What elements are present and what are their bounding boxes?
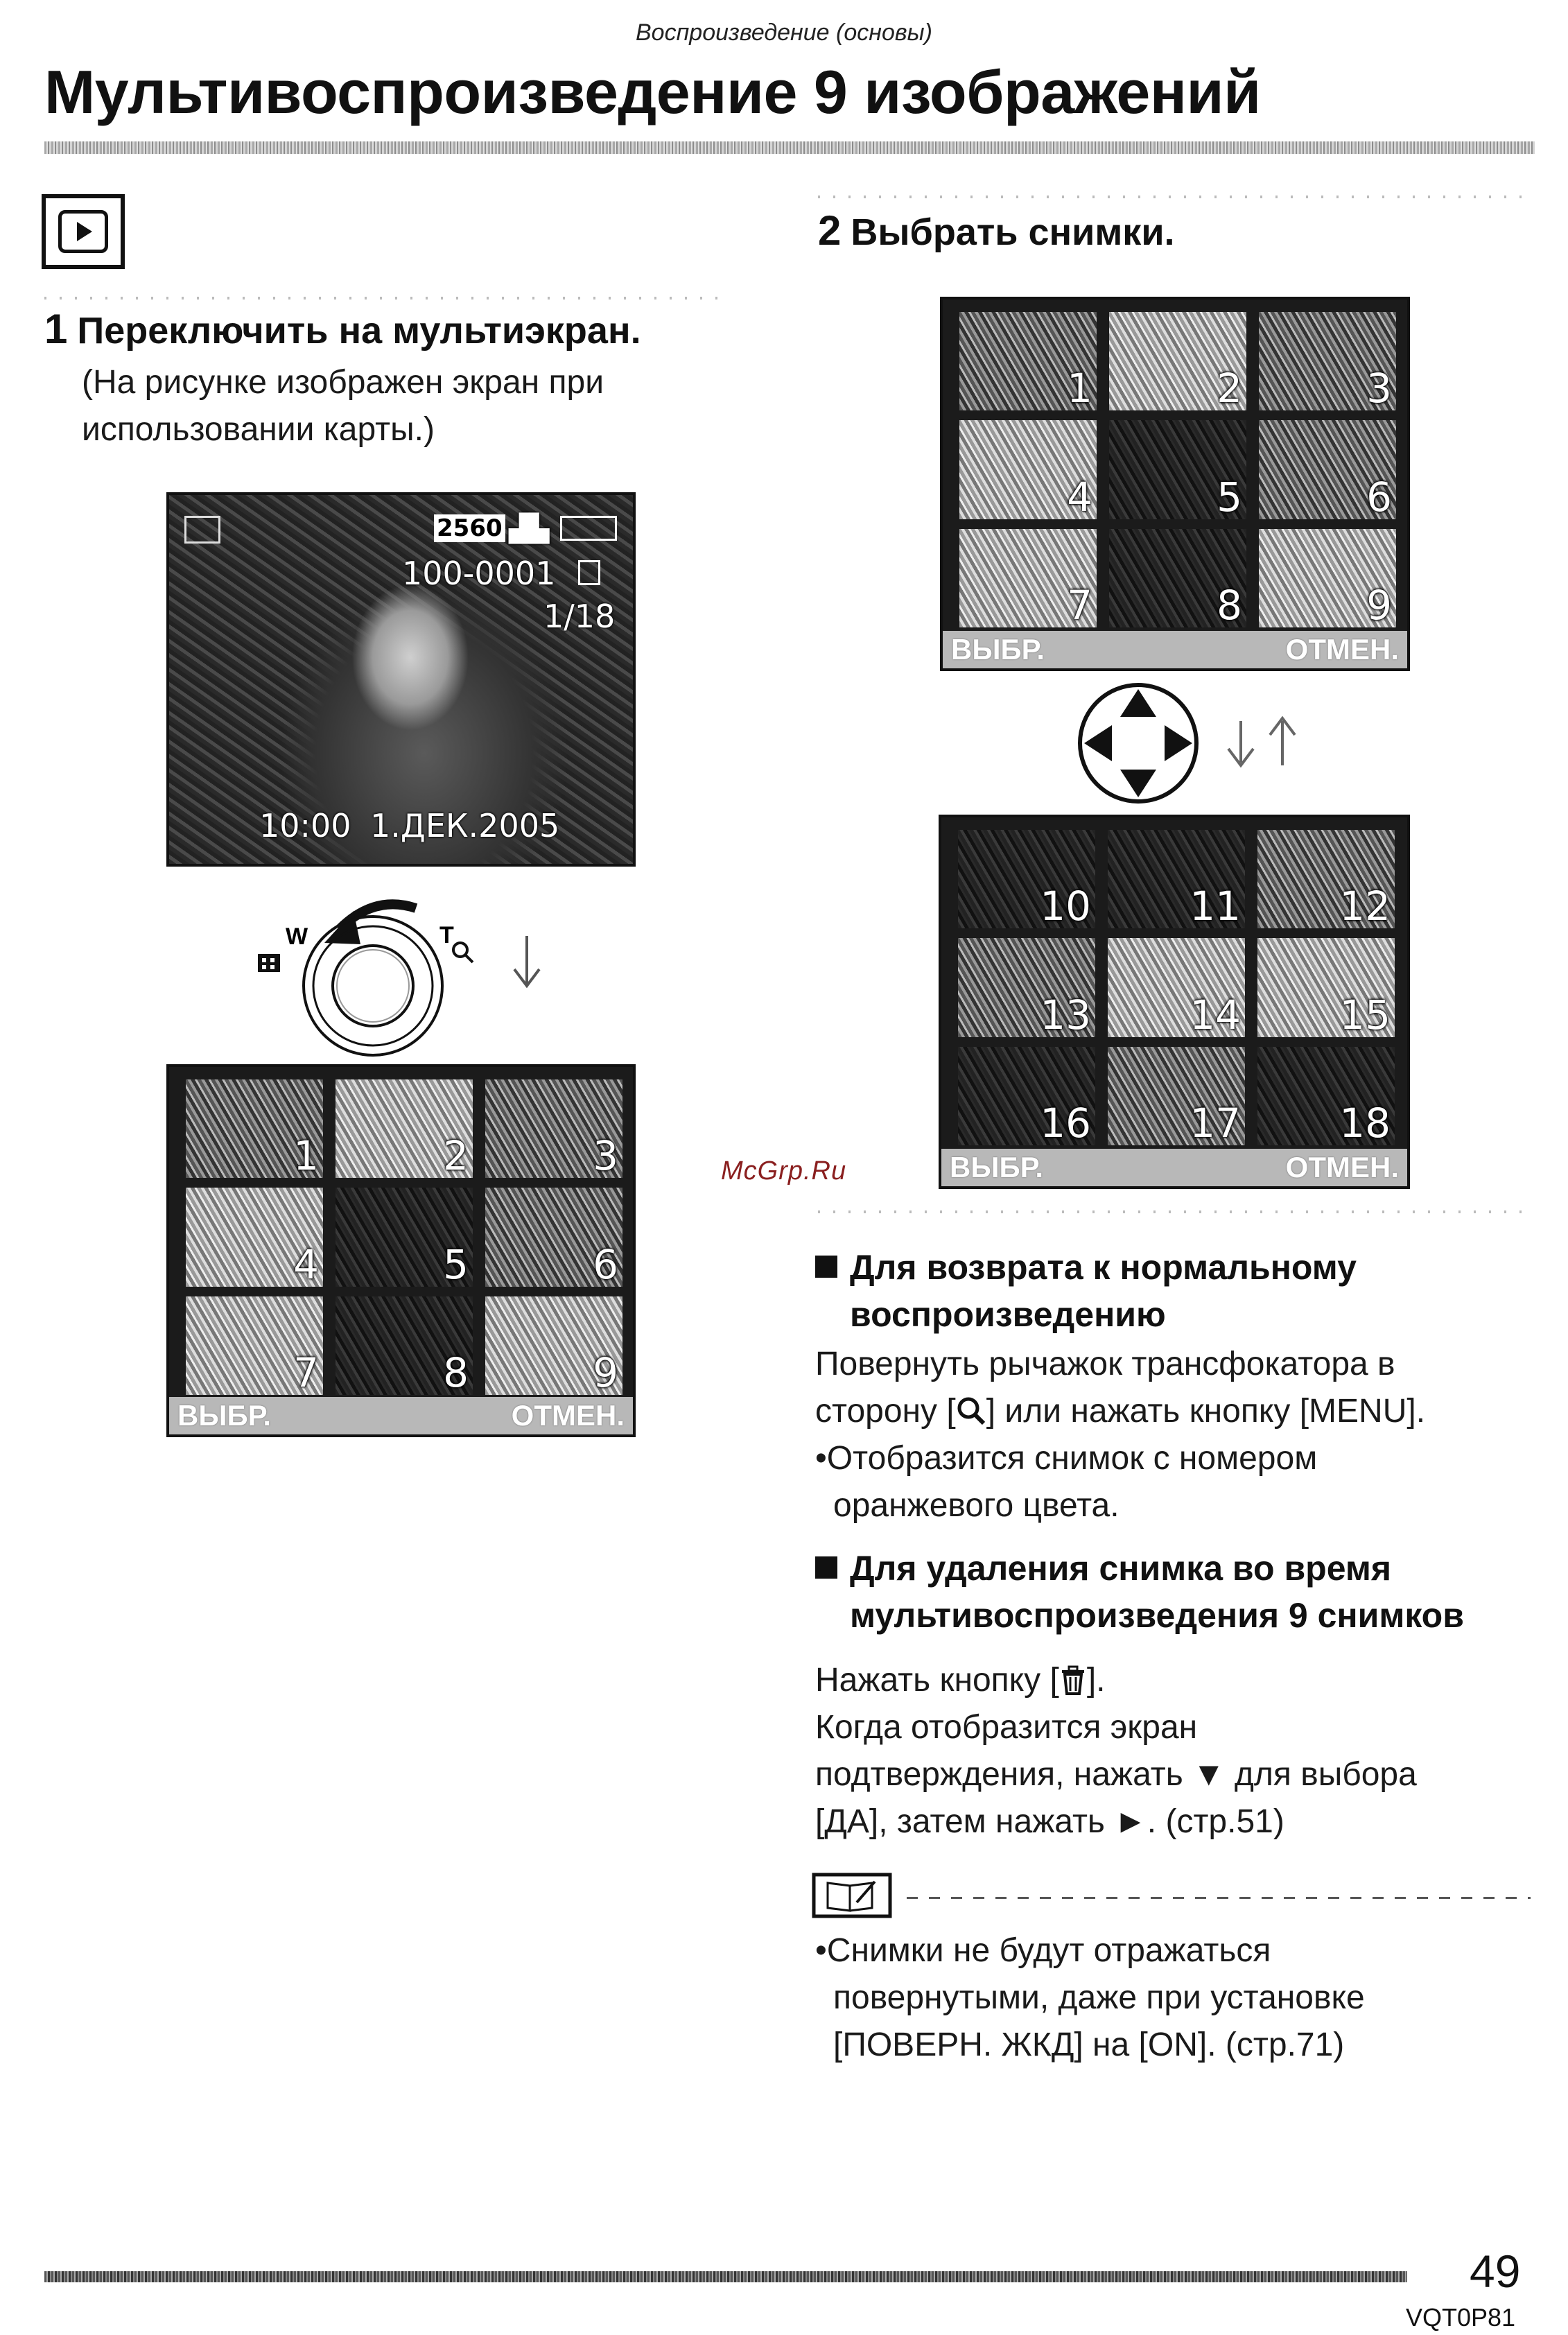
thumbnail[interactable]: 5: [336, 1188, 473, 1286]
battery-icon: [560, 516, 617, 541]
cursor-buttons-icon: [1080, 685, 1196, 801]
thumbnail[interactable]: 13: [958, 938, 1095, 1036]
step1-number: 1: [44, 306, 68, 352]
playback-mode-icon: [42, 194, 125, 269]
thumbnail[interactable]: 3: [485, 1079, 622, 1178]
thumbnail[interactable]: 16: [958, 1047, 1095, 1145]
thumbnail[interactable]: 2: [1109, 312, 1246, 410]
return-text: Повернуть рычажок трансфокатора в сторону [ ] или нажать кнопку [MENU]. •Отобразится снимок с номером оранжевого цвета.: [815, 1346, 1426, 1524]
cursor-pad-illustration: [1074, 679, 1352, 811]
up-arrow-icon: [1270, 718, 1295, 765]
divider: [818, 196, 1525, 198]
multi-screen-status-bar: [941, 1149, 1407, 1186]
footer-rule: [44, 2271, 1407, 2282]
thumbnail[interactable]: 6: [1259, 420, 1396, 519]
resolution-badge: 2560: [434, 514, 505, 542]
note-icon: [811, 1872, 894, 1920]
delete-heading: Для удаления снимка во время мультивоспроизведения 9 снимков: [815, 1545, 1464, 1639]
multi-view-icon: [258, 954, 280, 972]
select-label: ВЫБР.: [951, 633, 1045, 666]
cancel-label: ОТМЕН.: [511, 1399, 625, 1432]
thumbnail[interactable]: 7: [959, 529, 1097, 627]
select-label: ВЫБР.: [950, 1151, 1044, 1183]
down-arrow-icon: [1228, 721, 1253, 765]
thumbnail[interactable]: 4: [186, 1188, 323, 1286]
card-icon: [578, 560, 600, 585]
step1-note-line1: (На рисунке изображен экран при: [82, 364, 604, 401]
section-header: Воспроизведение (основы): [636, 19, 932, 46]
time-display: 10:00: [259, 807, 351, 844]
return-heading: Для возврата к нормальному воспроизведению: [815, 1244, 1357, 1338]
thumbnail[interactable]: 1: [959, 312, 1097, 410]
multi-screen-c: [939, 815, 1410, 1189]
square-bullet-icon: [815, 1556, 837, 1579]
title-rule: [44, 141, 1535, 154]
page-title: Мультивоспроизведение 9 изображений: [44, 58, 1261, 126]
thumbnail[interactable]: 3: [1259, 312, 1396, 410]
magnifier-icon: [453, 943, 473, 962]
step1-heading: [44, 305, 641, 353]
thumbnail[interactable]: 11: [1108, 830, 1245, 928]
thumbnail[interactable]: 18: [1257, 1047, 1395, 1145]
document-code: VQT0P81: [1406, 2303, 1516, 2332]
thumbnail[interactable]: 15: [1257, 938, 1395, 1036]
page-number: 49: [1470, 2246, 1521, 2297]
thumbnail[interactable]: 12: [1257, 830, 1395, 928]
step2-heading: [818, 207, 1175, 254]
note-text: •Снимки не будут отражаться повернутыми, даже при установке [ПОВЕРН. ЖКД] на [ON]. (стр.71): [815, 1932, 1365, 2063]
thumbnail[interactable]: 4: [959, 420, 1097, 519]
image-counter: 1/18: [543, 598, 616, 635]
watermark: McGrp.Ru: [721, 1156, 847, 1186]
play-icon: [184, 516, 220, 544]
down-arrow-icon: [514, 936, 539, 986]
select-label: ВЫБР.: [177, 1399, 272, 1432]
thumbnail[interactable]: 17: [1108, 1047, 1245, 1145]
thumbnail[interactable]: 2: [336, 1079, 473, 1178]
multi-screen-a: [166, 1064, 636, 1437]
note-divider: [907, 1897, 1531, 1899]
zoom-lever-illustration: [250, 880, 568, 1061]
step1-note: [82, 359, 604, 453]
single-playback-screen: [166, 492, 636, 867]
multi-screen-status-bar: [169, 1397, 633, 1434]
thumbnail[interactable]: 14: [1108, 938, 1245, 1036]
multi-screen-status-bar: [943, 631, 1407, 668]
divider: [818, 1210, 1525, 1213]
thumbnail[interactable]: 9: [1259, 529, 1396, 627]
thumbnail[interactable]: 1: [186, 1079, 323, 1178]
trash-icon: [1059, 1665, 1087, 1696]
step1-note-line2: использовании карты.): [82, 411, 435, 448]
step2-number: 2: [818, 207, 842, 254]
cancel-label: ОТМЕН.: [1285, 633, 1399, 666]
step2-title: Выбрать снимки.: [851, 211, 1175, 253]
thumbnail[interactable]: 8: [336, 1296, 473, 1395]
thumbnail[interactable]: 10: [958, 830, 1095, 928]
cancel-label: ОТМЕН.: [1285, 1151, 1399, 1183]
wide-label: W: [286, 923, 308, 950]
date-display: 1.ДЕК.2005: [370, 807, 560, 844]
thumbnail[interactable]: 7: [186, 1296, 323, 1395]
thumbnail[interactable]: 6: [485, 1188, 622, 1286]
thumbnail[interactable]: 8: [1109, 529, 1246, 627]
delete-text: Нажать кнопку [ ]. Когда отобразится экран подтверждения, нажать ▼ для выбора [ДА], затем нажать ►. (стр.51): [815, 1662, 1417, 1840]
thumbnail[interactable]: 9: [485, 1296, 622, 1395]
divider: [44, 297, 731, 300]
file-number: 100-0001: [402, 555, 556, 592]
quality-icon: ▟▙: [509, 513, 550, 544]
square-bullet-icon: [815, 1256, 837, 1278]
thumbnail[interactable]: 5: [1109, 420, 1246, 519]
multi-screen-b: [940, 297, 1410, 671]
magnifier-icon: [956, 1396, 986, 1426]
step1-title: Переключить на мультиэкран.: [77, 310, 641, 351]
tele-label: T: [439, 922, 454, 948]
